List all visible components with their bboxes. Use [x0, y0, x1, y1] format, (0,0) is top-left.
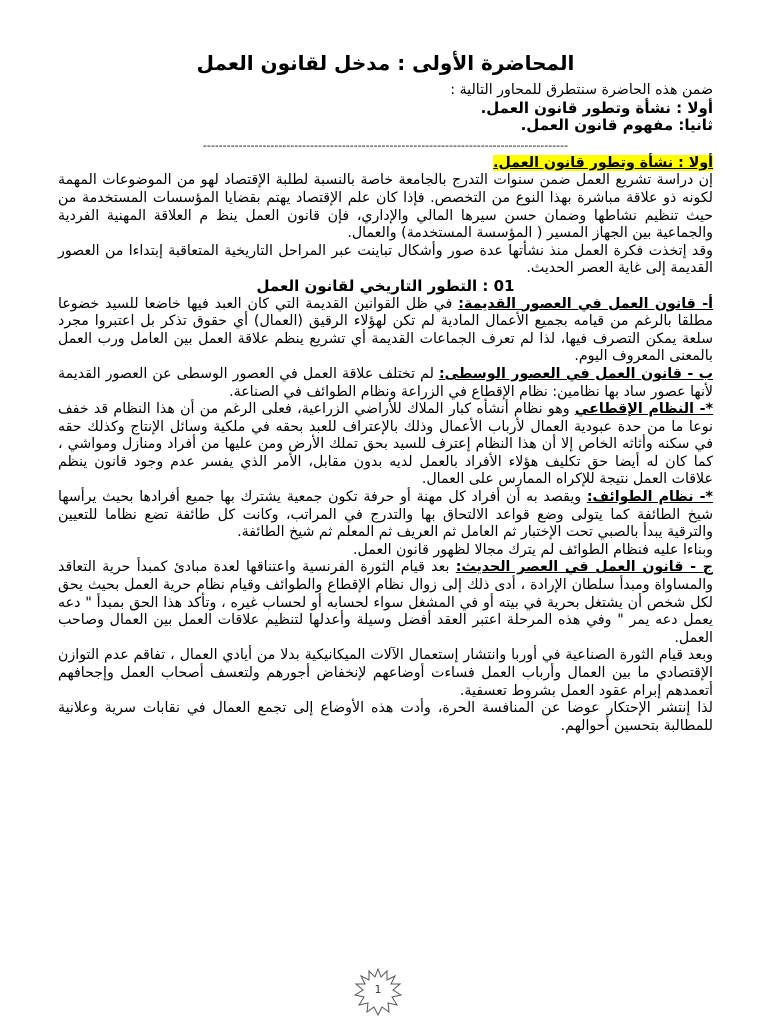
- paragraph-forms: وقد إتخذت فكرة العمل منذ نشأتها عدة صور وأشكال تباينت عبر المراحل التاريخية المتعاقبة إبتداءا من العصور القديمة إلى غاية العصر الحديث.: [58, 242, 713, 277]
- guild-conclusion: وبناءا عليه فنظام الطوائف لم يترك مجالا لظهور قانون العمل.: [352, 541, 713, 558]
- paragraph-monopoly: لذا إنتشر الإحتكار عوضا عن المنافسة الحرة، وأدت هذه الأوضاع إلى تجمع العمال في نقابات سرية وعلانية للمطالبة بتحسين أحوالهم.: [58, 700, 713, 734]
- guild-text: ويقصد به أن أفراد كل مهنة أو حرفة تكون جمعية يشترك بها جميع أفرادها بحيث يرأسها شيخ الطائفة كما يتولى وضع قواعد الالتحاق بها والتدرج في المراتب، وكانت كل طائفة تضع نظاما للتعيين والترقية يبدأ بالصبي تحت الإختبار ثم العامل ثم العريف ثم المعلم ثم شيخ الطائفة.: [58, 489, 713, 541]
- paragraph-feudal: [58, 401, 713, 489]
- page-number: 1: [374, 983, 382, 996]
- guild-heading: *- نظام الطوائف:: [586, 489, 713, 506]
- modern-heading: ج - قانون العمل في العصر الحديث:: [455, 559, 713, 576]
- axis-2: ثانيا: مفهوم قانون العمل.: [520, 116, 713, 135]
- paragraph-industrial: وبعد قيام الثورة الصناعية في أوربا وانتشار إستعمال الآلات الميكانيكية بدلا من أيادي العمال ، تفاقم عدم التوازن الإقتصادي ما بين العمال وأرباب العمل فساءت أوضاعهم لإنخفاض أجورهم ولتعسف أصحاب العمل وإجحافهم أتعمدهم إبرام عقود العمل بشروط تعسفية.: [58, 647, 713, 699]
- paragraph-intro: إن دراسة تشريع العمل ضمن سنوات التدرج بالجامعة خاصة بالنسبة لطلبة الإقتصاد لهو من الموضوعات المهمة لكونه ذو علاقة مباشرة بهذا النوع من التخصص. فإذا كان علم الإقتصاد يهتم بقضايا المؤسسات المستخدمة من حيث تنظيم نشاطها وضمان حسن سيرها المالي والإداري، فإن قانون العمل ينظ م العلاقة المهنية الفردية والجماعية بين الجهاز المسير ( المؤسسة المستخدمة) والعمال.: [58, 172, 713, 242]
- feudal-text: وهو نظام أنشأه كبار الملاك للأراضي الزراعية، فعلى الرغم من أن هذا النظام قد خفف نوعا ما من حدة عبودية العمال لأرباب الأعمال وذلك بالإعتراف للعبد بحقه في ملكية وسائل الإنتاج وكذلك حقه في سكنه وأثاثه الخاص إلا أن هذا النظام إعترف للسيد بحق تملك الأرض ومن عليها من أفراد ومنازل ومواشي ، كما كان له أيضا حق تكليف هؤلاء الأفراد بالعمل لديه بدون مقابل، الأمر الذي يفسر عدم وجود قانون ينظم علاقات العمل نتيجة للإكراه الممارس على العمال.: [58, 401, 713, 488]
- section1-heading: أولا : نشأة وتطور قانون العمل.: [493, 154, 713, 171]
- axis-1: أولا : نشأة وتطور قانون العمل.: [480, 98, 713, 117]
- separator-line: --------------------------------------------------------------------------------------------: [202, 138, 569, 151]
- medieval-text: لم تختلف علاقة العمل في العصور الوسطى عن العصور القديمة لأنها عصور ساد بها نظامين: نظام الإقطاع في الزراعة ونظام الطوائف في الصناعة.: [58, 365, 713, 400]
- document-page: [58, 50, 713, 735]
- lecture-title: المحاضرة الأولى : مدخل لقانون العمل: [196, 51, 575, 75]
- paragraph-guild: [58, 489, 713, 542]
- paragraph-ancient: [58, 296, 713, 366]
- paragraph-medieval: [58, 366, 713, 401]
- feudal-heading: *- النظام الإقطاعي: [574, 401, 713, 418]
- page-number-badge: [353, 967, 403, 1017]
- medieval-heading: ب - قانون العمل في العصور الوسطى:: [438, 365, 713, 382]
- modern-text: بعد قيام الثورة الفرنسية واعتناقها لعدة مبادئ كمبدأ حرية التعاقد والمساواة ومبدأ سلطان الإرادة ، أدى ذلك إلى زوال نظام الإقطاع والطوائف وقيام نظام حرية العمل بحيث يحق لكل شخص أن يشتغل بحرية في بيته أو في المشغل سواء لحسابه أو لحساب غيره ، وتأكد هذا الحق بمبدأ " دعه يعمل دعه يمر " وفي هذه المرحلة اعتبر العقد أفضل وسيلة وأعدلها لتنظيم علاقات العمل بين العمال وصاحب العمل.: [58, 559, 713, 646]
- ancient-text: في ظل القوانين القديمة التي كان العبد فيها خاضعا للسيد خضوعا مطلقا بالرغم من قيامه بجميع الأعمال المادية لم تكن لهؤلاء الرقيق (العمال) أي حقوق تذكر بل اعتبروا مجرد سلعة يمكن التصرف فيها، لذا لم تعرف الجماعات القديمة أي تشريع ينظم علاقة العمل بين العامل ورب العمل بالمعنى المعروف اليوم.: [58, 295, 713, 365]
- ancient-heading: أ- قانون العمل في العصور القديمة:: [458, 295, 713, 312]
- subheading-01: 01 : التطور التاريخي لقانون العمل: [256, 276, 515, 295]
- paragraph-modern: [58, 559, 713, 647]
- intro-line: ضمن هذه الحاضرة سنتطرق للمحاور التالية :: [450, 82, 713, 98]
